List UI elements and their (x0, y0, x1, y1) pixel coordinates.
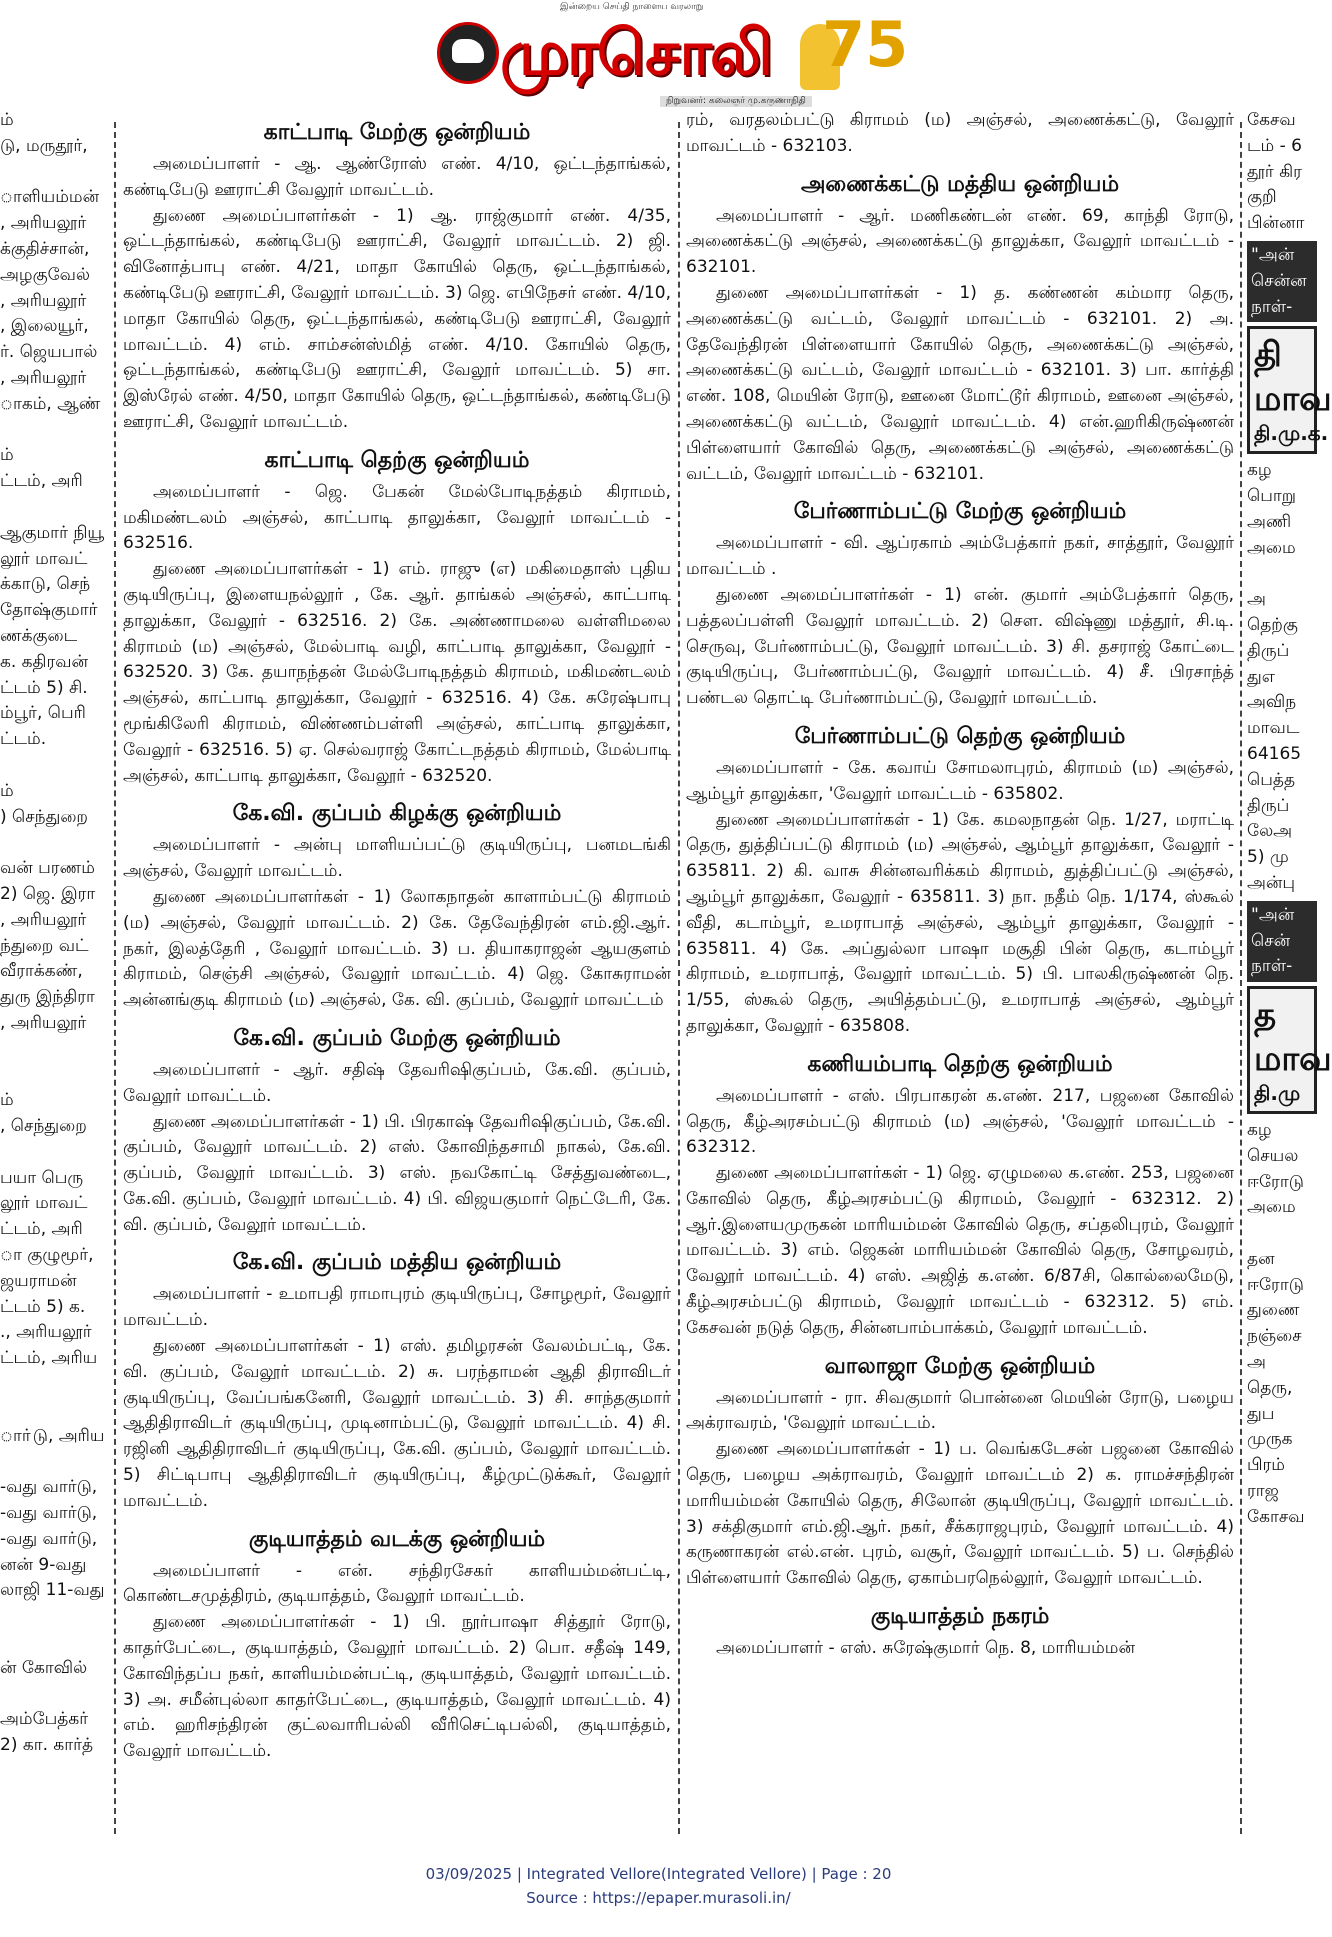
cropped-text-line: ம் (0, 445, 14, 466)
right-cropped-column (1247, 108, 1332, 1828)
notice-box-party: தி.மு.க. (1254, 421, 1329, 446)
cropped-text-line: பின்னா (1247, 213, 1305, 234)
notice-box (1247, 326, 1332, 454)
cropped-text-line (1247, 1221, 1317, 1247)
cropped-text-line: க. கதிரவன் (0, 651, 89, 672)
cropped-text-line (0, 495, 108, 521)
cropped-text-line: பயா பெரு (0, 1167, 84, 1188)
cropped-text-line: முருக (1247, 1429, 1293, 1450)
cropped-text-line: , அரியலூர் (0, 290, 87, 311)
cropped-text-line: லேஅ (1247, 821, 1293, 842)
cropped-text-line: நஞ்சை (1247, 1326, 1302, 1347)
cropped-text-line: அம்பேத்கர் (0, 1709, 89, 1730)
article-column-1 (123, 108, 671, 1828)
cropped-text-line: , செந்துறை (0, 1116, 87, 1137)
cropped-text-line: ஜயராமன் (0, 1270, 77, 1291)
section-paragraph: அமைப்பாளர் - வி. ஆப்ரகாம் அம்பேத்கார் நகர், சாத்தூர், வேலூர் மாவட்டம் . (686, 533, 1234, 580)
section-paragraph: துணை அமைப்பாளர்கள் - 1) எம். ராஜு (எ) மகிமைதாஸ் புதிய குடியிருப்பு, இளையநல்லூர் , கே. ஆர். தாங்கல் அஞ்சல், காட்பாடி தாலுக்கா, வேலூர் - 632516. 2) கே. அண்ணாமலை வள்ளிமலை கிராமம் (ம) அஞ்சல், மேல்பாடி வழி, காட்பாடி தாலுக்கா, வேலூர் - 632520. 3) கே. தயாநந்தன் மேல்போடிநத்தம் கிராமம், மகிமண்டலம் அஞ்சல், காட்பாடி தாலுக்கா, வேலூர் - 632516. 4) கே. சுரேஷ்பாபு மூங்கிலேரி கிராமம், விண்ணம்பள்ளி அஞ்சல், காட்பாடி தாலுக்கா, வேலூர் - 632516. 5) ஏ. செல்வராஜ் கோட்டநத்தம் கிராமம், மேல்பாடி அஞ்சல், காட்பாடி தாலுக்கா, வேலூர் - 632520. (123, 559, 671, 786)
party-seal-icon (437, 22, 499, 84)
announcement-band (1247, 901, 1317, 982)
cropped-text-line: அணி (1247, 511, 1292, 532)
cropped-text-line: டம் - 6 (1247, 135, 1302, 156)
cropped-text-line: ஈரோடு (1247, 1171, 1304, 1192)
cropped-text-line (0, 1398, 108, 1424)
cropped-text-line: தன (1247, 1248, 1275, 1269)
column-divider (678, 122, 680, 1834)
section-paragraph: துணை அமைப்பாளர்கள் - 1) கே. கமலநாதன் நெ. 1/27, மராட்டி தெரு, துத்திப்பட்டு கிராமம் (ம) அஞ்சல், ஆம்பூர் தாலுக்கா, வேலூர் - 635811. 2) கி. வாசு சின்னவரிக்கம் கிராமம், துத்திப்பட்டு அஞ்சல், ஆம்பூர் தாலுக்கா, வேலூர் - 635811. 3) நா. நதீம் நெ. 1/174, ஸ்கூல் வீதி, கடாம்பூர், உமராபாத் அஞ்சல், ஆம்பூர் தாலுக்கா, வேலூர் - 635811. 4) கே. அப்துல்லா பாஷா மசூதி பின் தெரு, கடாம்பூர் கிராமம், உமராபாத், வேலூர் மாவட்டம். 5) பி. பாலகிருஷ்ணன் நெ. 1/55, ஸ்கூல் தெரு, அயித்தம்பட்டு, உமராபாத் அஞ்சல், ஆம்பூர் தாலுக்கா, வேலூர் - 635808. (686, 809, 1234, 1036)
footer-source-line: Source : https://epaper.murasoli.in/ (526, 1889, 791, 1907)
cropped-text-line: கேசவ (1247, 110, 1296, 130)
article-section (686, 1602, 1234, 1662)
cropped-text-line: 5) மு (1247, 847, 1289, 868)
cropped-text-line: 64165 (1247, 743, 1302, 764)
section-heading: பேர்ணாம்பட்டு தெற்கு ஒன்றியம் (794, 723, 1126, 749)
cropped-text-line: தெரு, (1247, 1377, 1293, 1398)
cropped-text-line: கழ (1247, 1119, 1272, 1140)
section-paragraph: அமைப்பாளர் - எஸ். பிரபாகரன் க.எண். 217, பஜனை கோவில் தெரு, கீழ்அரசம்பட்டு கிராமம் (ம) அஞ்சல், 'வேலூர் மாவட்டம் - 632312. (686, 1085, 1234, 1158)
section-heading: கே.வி. குப்பம் மேற்கு ஒன்றியம் (233, 1025, 561, 1051)
newspaper-logo: முரசொலி (500, 16, 771, 89)
cropped-text-line: -வது வார்டு, (0, 1477, 98, 1498)
section-heading: கே.வி. குப்பம் கிழக்கு ஒன்றியம் (232, 801, 562, 827)
masthead-founder-line: நிறுவனர்: கலைஞர் மு.கருணாநிதி (660, 96, 812, 107)
cropped-text-line: ந்துறை வட் (0, 935, 89, 956)
cropped-text-line: பிரம் (1247, 1455, 1285, 1476)
section-paragraph: துணை அமைப்பாளர்கள் - 1) ஆ. ராஜ்குமார் எண். 4/35, ஒட்டந்தாங்கல், கண்டிபேடு ஊராட்சி, வேலூர் மாவட்டம். 2) ஜி. வினோத்பாபு எண். 4/21, மாதா கோயில் தெரு, ஒட்டந்தாங்கல், கண்டிபேடு ஊராட்சி, வேலூர் மாவட்டம். 3) ஜெ. எபிநேசர் எண். 4/10, மாதா கோயில் தெரு, ஒட்டந்தாங்கல், கண்டிபேடு ஊராட்சி, வேலூர் மாவட்டம். 4) எம். சாம்சன்ஸ்மித் எண். 4/10. கோயில் தெரு, ஒட்டந்தாங்கல், கண்டிபேடு ஊராட்சி, வேலூர் மாவட்டம். 5) சா. இஸ்ரேல் எண். 4/50, மாதா கோயில் தெரு, ஒட்டந்தாங்கல், கண்டிபேடு ஊராட்சி, வேலூர் மாவட்டம். (123, 205, 671, 432)
anniversary-emblem (800, 8, 909, 100)
section-heading: குடியாத்தம் நகரம் (870, 1604, 1050, 1630)
cropped-text-line: ஆகுமார் நியூ (0, 522, 105, 543)
article-section (123, 118, 671, 436)
cropped-text-line: , அரியலூர் (0, 367, 87, 388)
section-heading: குடியாத்தம் வடக்கு ஒன்றியம் (248, 1526, 546, 1552)
cropped-text-line: திருப் (1247, 640, 1290, 661)
cropped-text-line: மாவட (1247, 718, 1300, 739)
notice-box-party: தி.மு (1254, 1081, 1301, 1106)
article-section (123, 1248, 671, 1514)
cropped-text-line: ம் (0, 1090, 14, 1111)
cropped-text-line: -வது வார்டு, (0, 1503, 98, 1524)
cropped-text-line: வன் பரணம் (0, 858, 95, 879)
cropped-text-line: லூர் மாவட் (0, 548, 88, 569)
cropped-text-line: க்காடு, செந் (0, 574, 91, 595)
article-column-2 (686, 108, 1234, 1828)
section-paragraph: அமைப்பாளர் - ஆர். சதிஷ் தேவரிஷிகுப்பம், கே.வி. குப்பம், வேலூர் மாவட்டம். (123, 1059, 671, 1106)
section-paragraph: அமைப்பாளர் - உமாபதி ராமாபுரம் குடியிருப்பு, சோழமூர், வேலூர் மாவட்டம். (123, 1284, 671, 1331)
cropped-text-line: 2) கா. கார்த் (0, 1735, 94, 1756)
cropped-text-line: செயல (1247, 1145, 1299, 1166)
article-section (686, 722, 1234, 1040)
masthead-tagline: இன்றைய செய்தி நாளைய வரலாறு (560, 2, 704, 12)
cropped-text-line: தெற்கு (1247, 614, 1298, 635)
section-heading: காட்பாடி தெற்கு ஒன்றியம் (264, 447, 530, 473)
cropped-text-line: வீராக்கண், (0, 961, 83, 982)
continued-text: ரம், வரதலம்பட்டு கிராமம் (ம) அஞ்சல், அணைக்கட்டு, வேலூர் மாவட்டம் - 632103. (686, 110, 1234, 156)
cropped-text-line (0, 1682, 108, 1708)
cropped-text-line (0, 1062, 108, 1088)
notice-box-subheading: மாவ (1254, 379, 1332, 420)
cropped-text-line: -வது வார்டு, (0, 1528, 98, 1549)
cropped-text-line: 2) ஜெ. இரா (0, 883, 96, 904)
cropped-text-line: ட்டம் 5) சி. (0, 677, 88, 698)
cropped-text-line (0, 753, 108, 779)
article-section (123, 1525, 671, 1765)
cropped-text-line: , அரியலூர் (0, 213, 87, 234)
cropped-text-line: கோசவ (1247, 1506, 1305, 1527)
cropped-text-line: ட்டம், அரி (0, 471, 83, 492)
notice-box-subheading: மாவ (1254, 1039, 1332, 1080)
cropped-text-line: அ (1247, 1352, 1266, 1373)
cropped-text-line: ாகம், ஆண் (0, 393, 101, 414)
section-paragraph: அமைப்பாளர் - எஸ். சுரேஷ்குமார் நெ. 8, மாரியம்மன் (716, 1638, 1135, 1659)
band-text-line: சென் (1251, 930, 1291, 951)
cropped-text-line: ட்டம். (0, 729, 47, 750)
cropped-text-line: அழகுவேல் (0, 264, 91, 285)
band-text-line: "அன் (1251, 904, 1295, 925)
section-paragraph: துணை அமைப்பாளர்கள் - 1) என். குமார் அம்பேத்கார் தெரு, பத்தலப்பள்ளி வேலூர் மாவட்டம். 2) செள. விஷ்ணு மத்தூர், சி.டி. செருவு, பேர்ணாம்பட்டு, வேலூர் மாவட்டம். 3) சி. தசராஜ் கோட்டை குடியிருப்பு, பேர்ணாம்பட்டு, வேலூர் மாவட்டம். 4) சீ. பிரசாந்த் பண்டல தொட்டி பேர்ணாம்பட்டு, வேலூர் மாவட்டம். (686, 584, 1234, 709)
section-paragraph: அமைப்பாளர் - ரா. சிவகுமார் பொன்னை மெயின் ரோடு, பழைய அக்ராவரம், 'வேலூர் மாவட்டம். (686, 1387, 1234, 1434)
cropped-text-line: கழ (1247, 460, 1272, 481)
cropped-text-line: ம் (0, 780, 14, 801)
masthead (0, 0, 1317, 120)
section-heading: வாலாஜா மேற்கு ஒன்றியம் (824, 1353, 1096, 1379)
article-section (123, 799, 671, 1014)
cropped-text-line: ம்பூர், பெரி (0, 703, 86, 724)
cropped-text-line: ன் கோவில் (0, 1657, 88, 1678)
cropped-text-line: ா குழுமூர், (0, 1245, 94, 1266)
cropped-text-line: ) செந்துறை (0, 806, 88, 827)
cropped-text-line: அமை (1247, 1197, 1296, 1218)
section-paragraph: அமைப்பாளர் - ஜெ. பேகன் மேல்போடிநத்தம் கிராமம், மகிமண்டலம் அஞ்சல், காட்பாடி தாலுக்கா, வேலூர் மாவட்டம் - 632516. (123, 481, 671, 554)
article-section (123, 1024, 671, 1239)
cropped-text-line (0, 1630, 108, 1656)
section-paragraph: அமைப்பாளர் - அன்பு மாளியப்பட்டு குடியிருப்பு, பனமடங்கி அஞ்சல், வேலூர் மாவட்டம். (123, 835, 671, 882)
section-paragraph: அமைப்பாளர் - என். சந்திரசேகர் காளியம்மன்பட்டி, கொண்டசமுத்திரம், குடியாத்தம், வேலூர் மாவட்டம். (123, 1560, 671, 1607)
section-paragraph: அமைப்பாளர் - ஆர். மணிகண்டன் எண். 69, காந்தி ரோடு, அணைக்கட்டு அஞ்சல், அணைக்கட்டு தாலுக்கா, வேலூர் மாவட்டம் - 632101. (686, 205, 1234, 278)
cropped-text-line: ணக்குடை (0, 625, 78, 646)
section-paragraph: துணை அமைப்பாளர்கள் - 1) பி. நூர்பாஷா சித்தூர் ரோடு, காதர்பேட்டை, குடியாத்தம், வேலூர் மாவட்டம். 2) பொ. சதீஷ் 149, கோவிந்தப்ப நகர், காளியம்மன்பட்டி, குடியாத்தம், வேலூர் மாவட்டம். 3) அ. சமீன்புல்லா காதர்பேட்டை, குடியாத்தம், வேலூர் மாவட்டம். 4) எம். ஹரிசந்திரன் குட்லவாரிபல்லி வீரிசெட்டிபல்லி, குடியாத்தம், வேலூர் மாவட்டம். (123, 1612, 671, 1762)
cropped-text-line (0, 1449, 108, 1475)
cropped-text-line: லூர் மாவட் (0, 1193, 88, 1214)
cropped-text-line: ஈரோடு (1247, 1274, 1304, 1295)
article-section (686, 1352, 1234, 1592)
cropped-text-line: திருப் (1247, 795, 1290, 816)
section-paragraph: துணை அமைப்பாளர்கள் - 1) ஜெ. ஏழுமலை க.எண். 253, பஜனை கோவில் தெரு, கீழ்அரசம்பட்டு கிராமம், வேலூர் - 632312. 2) ஆர்.இளையமுருகன் மாரியம்மன் கோவில் தெரு, சப்தலிபுரம், வேலூர் மாவட்டம். 3) எம். ஜெகன் மாரியம்மன் கோவில் தெரு, சோழவரம், வேலூர் மாவட்டம். 4) எஸ். அஜித் க.எண். 6/87சி, கொல்லைமேடு, கீழ்அரசம்பட்டு கிராமம், வேலூர் மாவட்டம் - 632312. 5) எம். கேசவன் நடுத் தெரு, சின்னபாம்பாக்கம், வேலூர் மாவட்டம். (686, 1163, 1235, 1338)
article-section (686, 497, 1234, 712)
section-paragraph: அமைப்பாளர் - ஆ. ஆண்ரோஸ் எண். 4/10, ஒட்டந்தாங்கல், கண்டிபேடு ஊராட்சி வேலூர் மாவட்டம். (123, 154, 671, 200)
section-paragraph: துணை அமைப்பாளர்கள் - 1) பி. பிரகாஷ் தேவரிஷிகுப்பம், கே.வி. குப்பம், வேலூர் மாவட்டம். 2) எஸ். கோவிந்தசாமி நாகல், கே.வி. குப்பம், வேலூர் மாவட்டம். 3) எஸ். நவகோட்டி சேத்துவண்டை, கே.வி. குப்பம், வேலூர் மாவட்டம். 4) பி. விஜயகுமார் நெட்டேரி, கே. வி. குப்பம், வேலூர் மாவட்டம். (123, 1111, 671, 1235)
cropped-text-line: ., அரியலூர் (0, 1322, 92, 1343)
cropped-text-line: , இலையூர், (0, 316, 89, 337)
cropped-text-line: ட்டம், அரிய (0, 1348, 98, 1369)
cropped-text-line: , அரியலூர் (0, 1012, 87, 1033)
cropped-text-line: ாளியம்மன் (0, 187, 100, 208)
section-paragraph: துணை அமைப்பாளர்கள் - 1) லோகநாதன் காளாம்பட்டு கிராமம் (ம) அஞ்சல், வேலூர் மாவட்டம். 2) கே. தேவேந்திரன் எம்.ஜி.ஆர். நகர், இலத்தேரி , வேலூர் மாவட்டம். 3) ப. தியாகராஜன் ஆயகுளம் கிராமம், செஞ்சி அஞ்சல், வேலூர் மாவட்டம். 4) ஜெ. கோசுராமன் அன்னங்குடி கிராமம் (ம) அஞ்சல், கே. வி. குப்பம், வேலூர் மாவட்டம் (123, 886, 671, 1011)
cropped-text-line: துரு இந்திரா (0, 987, 95, 1008)
notice-box-heading: தி (1254, 335, 1282, 376)
cropped-text-line: ம் (0, 110, 14, 130)
section-paragraph: துணை அமைப்பாளர்கள் - 1) எஸ். தமிழரசன் வேலம்பட்டி, கே. வி. குப்பம், வேலூர் மாவட்டம். 2) சு. பரந்தாமன் ஆதி திராவிடர் குடியிருப்பு, வேப்பங்கனேரி, வேலூர் மாவட்டம். 3) சி. சாந்தகுமார் ஆதிதிராவிடர் குடியிருப்பு, முடினாம்பட்டு, வேலூர் மாவட்டம். 4) சி. ரஜினி ஆதிதிராவிடர் குடியிருப்பு, கே.வி. குப்பம், வேலூர் மாவட்டம். 5) சிட்டிபாபு ஆதிதிராவிடர் குடியிருப்பு, கீழ்முட்டுக்கூர், வேலூர் மாவட்டம். (123, 1336, 671, 1511)
column-divider (1240, 122, 1242, 1834)
cropped-text-line (0, 1037, 108, 1063)
section-paragraph: துணை அமைப்பாளர்கள் - 1) த. கண்ணன் கம்மார தெரு, அணைக்கட்டு வட்டம், வேலூர் மாவட்டம் - 632101. 2) அ. தேவேந்திரன் பிள்ளையார் கோயில் தெரு, அணைக்கட்டு அஞ்சல், அணைக்கட்டு வட்டம், வேலூர் மாவட்டம் - 632101. 3) பா. கார்த்தி எண். 108, மெயின் ரோடு, ஊனை மோட்டூர் கிராமம், ஊனை அஞ்சல், அணைக்கட்டு வட்டம், வேலூர் மாவட்டம். 4) என்.ஹரிகிருஷ்ணன் பிள்ளையார் கோவில் தெரு, அணைக்கட்டு அஞ்சல், அணைக்கட்டு வட்டம், வேலூர் மாவட்டம் - 632101. (686, 282, 1234, 484)
cropped-text-line: அவிந (1247, 692, 1297, 713)
cropped-text-line: அன்பு (1247, 872, 1296, 893)
cropped-text-line (0, 1372, 108, 1398)
article-section (686, 170, 1234, 488)
cropped-text-line: ாா்டு, அரிய (0, 1425, 105, 1446)
cropped-text-line: அ (1247, 589, 1266, 610)
cropped-text-line: , அரியலூர் (0, 909, 87, 930)
announcement-band (1247, 241, 1317, 322)
cropped-text-line: லாஜி 11-வது (0, 1580, 105, 1601)
notice-box-heading: த (1254, 995, 1277, 1036)
section-heading: கே.வி. குப்பம் மத்திய ஒன்றியம் (232, 1250, 562, 1276)
band-text-line: நாள்- (1251, 296, 1293, 317)
cropped-text-line: னன் 9-வது (0, 1554, 87, 1575)
article-section (686, 1050, 1234, 1342)
column-divider (114, 122, 116, 1834)
cropped-text-line: பொறு (1247, 485, 1296, 506)
section-paragraph: துணை அமைப்பாளர்கள் - 1) ப. வெங்கடேசன் பஜனை கோவில் தெரு, பழைய அக்ராவரம், வேலூர் மாவட்டம் 2) க. ராமச்சந்திரன் மாரியம்மன் கோயில் தெரு, சிலோன் குடியிருப்பு, வேலூர் மாவட்டம். 3) சக்திகுமார் எம்.ஜி.ஆர். நகர், சீக்கராஜபுரம், வேலூர் மாவட்டம். 4) கருணாகரன் எல்.என். புரம், வசூர், வேலூர் மாவட்டம். 5) ப. செந்தில் பிள்ளையார் கோவில் தெரு, ஏகாம்பரநெல்லூர், வேலூர் மாவட்டம். (686, 1439, 1234, 1589)
cropped-text-line: ர். ஜெயபால் (0, 342, 98, 363)
cropped-text-line: பெத்த (1247, 769, 1296, 790)
cropped-text-line: தூர் கிர (1247, 161, 1302, 182)
cropped-text-line: க்குதிச்சான், (0, 238, 90, 259)
cropped-text-line: டு, மருதூர், (0, 135, 88, 156)
cropped-text-line: அமை (1247, 537, 1296, 558)
cropped-text-line: துப (1247, 1403, 1275, 1424)
section-paragraph: அமைப்பாளர் - கே. கவாய் சோமலாபுரம், கிராமம் (ம) அஞ்சல், ஆம்பூர் தாலுக்கா, 'வேலூர் மாவட்டம் - 635802. (686, 757, 1234, 804)
footer-edition-line: 03/09/2025 | Integrated Vellore(Integrated Vellore) | Page : 20 (425, 1865, 892, 1883)
cropped-text-line: தோஷ்குமார் (0, 600, 98, 621)
anniversary-number: 75 (822, 8, 909, 81)
section-heading: பேர்ணாம்பட்டு மேற்கு ஒன்றியம் (793, 499, 1127, 525)
article-section (123, 446, 671, 790)
cropped-text-line: துஎ (1247, 666, 1276, 687)
cropped-text-line (0, 830, 108, 856)
cropped-text-line (1247, 561, 1317, 587)
cropped-text-line (0, 160, 108, 186)
section-heading: கணியம்பாடி தெற்கு ஒன்றியம் (807, 1051, 1113, 1077)
band-text-line: "அன் (1251, 244, 1295, 265)
band-text-line: நாள்- (1251, 956, 1293, 977)
page-footer (0, 1862, 1317, 1910)
band-text-line: சென்ன (1251, 270, 1307, 291)
cropped-text-line: துணை (1247, 1300, 1300, 1321)
cropped-text-line: ட்டம் 5) க. (0, 1296, 86, 1317)
cropped-text-line: குறி (1247, 187, 1277, 208)
cropped-text-line: ராஜ (1247, 1481, 1279, 1502)
section-heading: அணைக்கட்டு மத்திய ஒன்றியம் (800, 171, 1120, 197)
notice-box (1247, 986, 1332, 1114)
cropped-text-line: ட்டம், அரி (0, 1219, 83, 1240)
cropped-text-line (0, 418, 108, 444)
cropped-text-line (0, 1140, 108, 1166)
section-heading: காட்பாடி மேற்கு ஒன்றியம் (263, 120, 531, 145)
cropped-text-line (0, 1604, 108, 1630)
left-cropped-column (0, 108, 108, 1828)
